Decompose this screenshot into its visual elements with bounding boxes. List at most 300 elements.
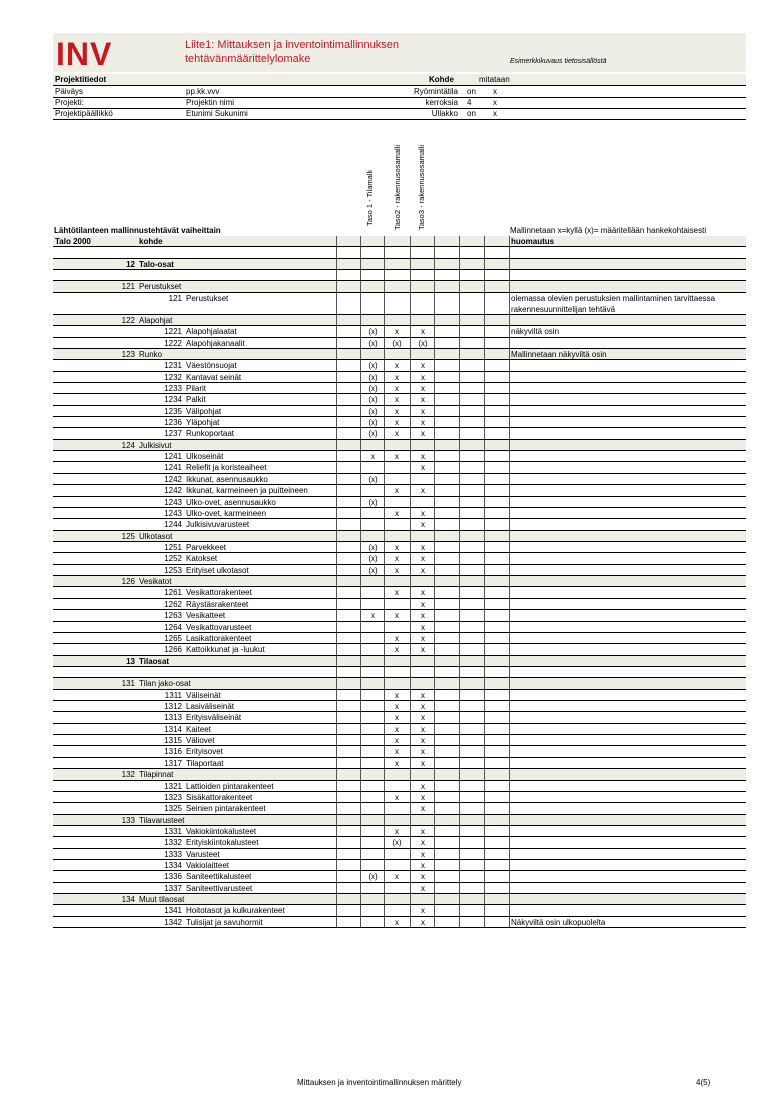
table-row	[53, 428, 746, 439]
section-row	[53, 656, 746, 667]
row-label: Tilaportaat	[186, 758, 224, 768]
mark-taso2: (x)	[392, 838, 402, 848]
row-note: näkyviltä osin	[511, 327, 560, 337]
info-label: Projektipäällikkö	[55, 109, 113, 119]
row-label: Perustukset	[186, 293, 229, 303]
mark-taso3: x	[421, 849, 425, 859]
mark-taso2: x	[395, 872, 399, 882]
row-code: 1234	[164, 395, 182, 405]
info-projektitiedot: Projektitiedot	[55, 75, 107, 84]
row-code: 1253	[164, 565, 182, 575]
table-row	[53, 599, 746, 610]
hdr-huomautus: huomautus	[511, 237, 555, 246]
row-code: 1237	[164, 429, 182, 439]
row-label: Lattioiden pintarakenteet	[186, 781, 274, 791]
row-label: Kattoikkunat ja -luukut	[186, 645, 265, 655]
table-row	[53, 917, 746, 928]
mark-taso3: x	[421, 372, 425, 382]
mark-taso2: x	[395, 645, 399, 655]
row-code: 1222	[164, 338, 182, 348]
section-row	[53, 315, 746, 326]
row-code: 1321	[164, 781, 182, 791]
mark-taso1: (x)	[368, 565, 378, 575]
table-row	[53, 417, 746, 428]
info-row	[53, 86, 746, 98]
mark-taso3: x	[421, 838, 425, 848]
row-label: Alapohjalaatat	[186, 327, 237, 337]
row-label: Julkisivuvarusteet	[186, 520, 250, 530]
mark-taso3: x	[421, 542, 425, 552]
info-mitataan: mitataan	[479, 75, 510, 84]
mark-taso2: (x)	[392, 338, 402, 348]
mark-taso2: x	[395, 406, 399, 416]
row-code: 1263	[164, 611, 182, 621]
row-code: 121	[168, 293, 182, 303]
mark-taso3: x	[421, 463, 425, 473]
row-label: Kaiteet	[186, 724, 211, 734]
header-subnote: Esimerkkikuvaus tietosisällöstä	[510, 58, 607, 65]
table-row	[53, 883, 746, 894]
mark-taso3: x	[421, 599, 425, 609]
mark-taso2: x	[395, 327, 399, 337]
row-code: 1315	[164, 736, 182, 746]
mark-taso2: x	[395, 508, 399, 518]
row-label: Räystäsrakenteet	[186, 599, 249, 609]
row-code: 1235	[164, 406, 182, 416]
info-mid: kerroksia	[425, 98, 458, 108]
row-code: 1264	[164, 622, 182, 632]
row-label: Vesikattovarusteet	[186, 622, 252, 632]
row-code: 12	[126, 259, 135, 269]
table-row	[53, 553, 746, 564]
row-label: Parvekkeet	[186, 542, 227, 552]
section-row	[53, 815, 746, 826]
section-row	[53, 769, 746, 780]
table-row	[53, 690, 746, 701]
mark-taso2: x	[395, 611, 399, 621]
document-title	[185, 38, 399, 66]
mark-taso3: x	[421, 554, 425, 564]
mark-taso3: x	[421, 781, 425, 791]
row-label: Vakiokiintokalusteet	[186, 826, 257, 836]
header-band	[53, 33, 746, 72]
section-row	[53, 281, 746, 292]
row-label: Väliseinät	[186, 690, 221, 700]
row-label: Ulko-ovet, karmeineen	[186, 508, 267, 518]
table-row	[53, 803, 746, 814]
section-row	[53, 894, 746, 905]
row-label: Tilaosat	[139, 656, 170, 666]
mark-taso1: (x)	[368, 872, 378, 882]
mark-taso2: x	[395, 372, 399, 382]
row-label: Alapohjat	[139, 315, 173, 325]
row-code: 1337	[164, 883, 182, 893]
table-row	[53, 519, 746, 530]
row-code: 1312	[164, 702, 182, 712]
table-row	[53, 360, 746, 371]
logo: INV	[56, 36, 113, 72]
mark-taso2: x	[395, 713, 399, 723]
table-row	[53, 338, 746, 349]
row-label: Väliovet	[186, 736, 215, 746]
row-label: Tilavarusteet	[139, 815, 185, 825]
section-row	[53, 576, 746, 587]
blank-row	[53, 247, 746, 258]
table-row	[53, 587, 746, 598]
row-code: 1252	[164, 554, 182, 564]
row-code: 124	[121, 440, 135, 450]
row-label: Ulkoseinät	[186, 452, 224, 462]
row-label: Muut tilaosat	[139, 895, 185, 905]
table-row	[53, 860, 746, 871]
page-number: 4(5)	[696, 1078, 711, 1087]
mark-taso2: x	[395, 917, 399, 927]
mark-taso1: (x)	[368, 327, 378, 337]
row-label: Runko	[139, 349, 163, 359]
row-code: 1325	[164, 804, 182, 814]
row-label: Palkit	[186, 395, 206, 405]
table-row	[53, 746, 746, 757]
row-note: Näkyviltä osin ulkopuolelta	[511, 917, 606, 927]
info-x: x	[493, 109, 497, 119]
mark-taso2: x	[395, 758, 399, 768]
row-code: 122	[121, 315, 135, 325]
mark-taso2: x	[395, 702, 399, 712]
table-row	[53, 326, 746, 337]
mark-taso2: x	[395, 588, 399, 598]
row-label: Vesikatot	[139, 577, 172, 587]
mark-taso2: x	[395, 486, 399, 496]
table-row	[53, 451, 746, 462]
row-label: Seinien pintarakenteet	[186, 804, 266, 814]
row-code: 1323	[164, 792, 182, 802]
table-row	[53, 474, 746, 485]
row-code: 1262	[164, 599, 182, 609]
table-row	[53, 758, 746, 769]
row-code: 131	[121, 679, 135, 689]
mark-taso2: x	[395, 452, 399, 462]
row-note: Mallinnetaan näkyviltä osin	[511, 349, 607, 359]
row-code: 1251	[164, 542, 182, 552]
row-label: Erityiset ulkotasot	[186, 565, 249, 575]
mark-taso3: x	[421, 883, 425, 893]
info-on: 4	[467, 98, 472, 108]
mark-taso3: x	[421, 327, 425, 337]
mark-taso3: x	[421, 917, 425, 927]
mark-taso3: x	[421, 906, 425, 916]
table-row	[53, 837, 746, 848]
table-row	[53, 406, 746, 417]
info-kohde: Kohde	[429, 75, 454, 84]
row-code: 1314	[164, 724, 182, 734]
mark-taso2: x	[395, 383, 399, 393]
table-row	[53, 871, 746, 882]
table-row	[53, 622, 746, 633]
row-code: 1336	[164, 872, 182, 882]
row-label: Lasiväliseinät	[186, 702, 235, 712]
info-value: Projektin nimi	[186, 98, 235, 108]
section-row	[53, 349, 746, 360]
mark-taso3: x	[421, 861, 425, 871]
mark-taso1: (x)	[368, 361, 378, 371]
blank-row	[53, 270, 746, 281]
mark-taso1: (x)	[368, 383, 378, 393]
row-label: Vakiolaitteet	[186, 861, 229, 871]
section-row	[53, 259, 746, 270]
mark-taso3: x	[421, 702, 425, 712]
row-code: 125	[121, 531, 135, 541]
info-mid: Ullakko	[431, 109, 458, 119]
row-label: Runkoportaat	[186, 429, 235, 439]
title-line1: Liite1: Mittauksen ja inventointimallinnuksen	[185, 39, 400, 51]
row-code: 1243	[164, 508, 182, 518]
mark-taso3: (x)	[418, 338, 428, 348]
row-label: Julkisivut	[139, 440, 172, 450]
table-row	[53, 610, 746, 621]
footer-text: Mittauksen ja inventointimallinnuksen märittely	[297, 1078, 462, 1087]
mark-taso3: x	[421, 747, 425, 757]
row-label: Pilarit	[186, 383, 207, 393]
row-code: 1311	[164, 690, 182, 700]
mark-taso3: x	[421, 826, 425, 836]
mark-taso2: x	[395, 826, 399, 836]
row-label: Saniteettivarusteet	[186, 883, 253, 893]
mark-taso3: x	[421, 452, 425, 462]
info-mid: Ryömintätila	[413, 87, 458, 96]
table-row	[53, 462, 746, 473]
hdr-kohde: kohde	[139, 237, 163, 246]
task-table	[53, 236, 746, 928]
row-code: 1265	[164, 633, 182, 643]
row-label: Tulisijat ja savuhormit	[186, 917, 263, 927]
row-code: 133	[121, 815, 135, 825]
table-row	[53, 372, 746, 383]
col-taso2-label: Taso2 - rakennusosamalli	[393, 144, 402, 230]
mark-taso2: x	[395, 792, 399, 802]
row-label: Ulkotasot	[139, 531, 173, 541]
mark-taso3: x	[421, 418, 425, 428]
mark-taso3: x	[421, 713, 425, 723]
info-row	[53, 108, 746, 120]
title-line2: tehtävänmäärittelylomake	[185, 53, 311, 65]
section-row	[53, 531, 746, 542]
mark-taso1: (x)	[368, 497, 378, 507]
table-lead: Lähtötilanteen mallinnustehtävät vaiheittain	[54, 226, 221, 235]
info-label: Projekti:	[55, 98, 84, 108]
row-label: Ikkunat, asennusaukko	[186, 474, 268, 484]
mark-taso3: x	[421, 361, 425, 371]
mark-taso3: x	[421, 508, 425, 518]
mark-taso2: x	[395, 542, 399, 552]
mark-taso1: x	[371, 611, 375, 621]
row-label: Perustukset	[139, 282, 182, 292]
mark-taso1: (x)	[368, 554, 378, 564]
row-code: 132	[121, 770, 135, 780]
mark-taso3: x	[421, 611, 425, 621]
table-row	[53, 383, 746, 394]
row-code: 126	[121, 577, 135, 587]
row-code: 1221	[164, 327, 182, 337]
mark-taso3: x	[421, 804, 425, 814]
row-code: 121	[121, 282, 135, 292]
info-on: on	[467, 109, 476, 119]
table-row	[53, 485, 746, 496]
mark-taso3: x	[421, 724, 425, 734]
row-code: 1241	[164, 463, 182, 473]
table-row	[53, 905, 746, 916]
mark-taso3: x	[421, 588, 425, 598]
row-code: 1332	[164, 838, 182, 848]
mark-taso3: x	[421, 690, 425, 700]
mark-taso2: x	[395, 747, 399, 757]
col-taso3-label: Taso3 - rakennusosamalli	[417, 144, 426, 230]
info-value: Etunimi Sukunimi	[186, 109, 248, 119]
row-label: Vesikattorakenteet	[186, 588, 252, 598]
row-code: 1333	[164, 849, 182, 859]
info-label: Päiväys	[55, 87, 84, 96]
row-label: Väestönsuojat	[186, 361, 237, 371]
mark-taso1: (x)	[368, 338, 378, 348]
row-code: 134	[121, 895, 135, 905]
table-header-row	[53, 236, 746, 247]
mark-taso3: x	[421, 633, 425, 643]
table-row	[53, 724, 746, 735]
table-row	[53, 293, 746, 315]
table-row	[53, 644, 746, 655]
row-label: Varusteet	[186, 849, 220, 859]
row-label: Talo-osat	[139, 259, 174, 269]
table-row	[53, 394, 746, 405]
row-code: 1243	[164, 497, 182, 507]
row-label: Tilapinnat	[139, 770, 174, 780]
row-label: Tilan jako-osat	[139, 679, 191, 689]
mark-taso2: x	[395, 690, 399, 700]
table-row	[53, 497, 746, 508]
table-row	[53, 508, 746, 519]
section-row	[53, 440, 746, 451]
row-label: Katokset	[186, 554, 218, 564]
row-code: 1261	[164, 588, 182, 598]
row-code: 1317	[164, 758, 182, 768]
row-note: olemassa olevien perustuksien mallintaminen tarvittaessa rakennesuunnittelijan tehtävä	[511, 293, 716, 314]
row-code: 1242	[164, 486, 182, 496]
row-label: Yläpohjat	[186, 418, 220, 428]
row-code: 1266	[164, 645, 182, 655]
hdr-talo: Talo 2000	[55, 237, 91, 246]
mark-taso1: (x)	[368, 395, 378, 405]
mark-taso3: x	[421, 395, 425, 405]
row-code: 1231	[164, 361, 182, 371]
row-code: 1313	[164, 713, 182, 723]
mark-taso3: x	[421, 383, 425, 393]
mark-taso3: x	[421, 520, 425, 530]
row-code: 1242	[164, 474, 182, 484]
info-on: on	[467, 87, 476, 96]
col-taso1-label: Taso 1 - Tilamalli	[365, 170, 374, 226]
row-code: 123	[121, 349, 135, 359]
mark-taso1: (x)	[368, 406, 378, 416]
mark-taso3: x	[421, 565, 425, 575]
row-code: 1331	[164, 826, 182, 836]
info-x: x	[493, 87, 497, 96]
row-label: Ikkunat, karmeineen ja puitteineen	[186, 486, 308, 496]
table-row	[53, 849, 746, 860]
row-label: Alapohjakanaalit	[186, 338, 245, 348]
row-code: 13	[126, 656, 135, 666]
mark-taso1: (x)	[368, 418, 378, 428]
info-value: pp.kk.vvv	[186, 87, 220, 96]
table-row	[53, 542, 746, 553]
row-label: Ulko-ovet, asennusaukko	[186, 497, 276, 507]
table-row	[53, 701, 746, 712]
row-code: 1244	[164, 520, 182, 530]
row-label: Reliefit ja koristeaiheet	[186, 463, 267, 473]
mark-taso3: x	[421, 645, 425, 655]
row-label: Sisäkattorakenteet	[186, 792, 253, 802]
mark-taso3: x	[421, 736, 425, 746]
mark-taso2: x	[395, 633, 399, 643]
mark-taso2: x	[395, 554, 399, 564]
mark-taso3: x	[421, 792, 425, 802]
mark-taso2: x	[395, 736, 399, 746]
row-code: 1334	[164, 861, 182, 871]
table-row	[53, 781, 746, 792]
mark-taso3: x	[421, 429, 425, 439]
mark-taso2: x	[395, 565, 399, 575]
table-row	[53, 735, 746, 746]
mark-taso2: x	[395, 395, 399, 405]
row-label: Erityisovet	[186, 747, 223, 757]
table-body	[53, 247, 746, 928]
row-label: Erityiskiintokalusteet	[186, 838, 259, 848]
table-row	[53, 826, 746, 837]
info-header-row	[53, 74, 746, 86]
mark-taso2: x	[395, 361, 399, 371]
blank-row	[53, 667, 746, 678]
info-row	[53, 97, 746, 109]
mark-taso1: (x)	[368, 429, 378, 439]
mark-taso3: x	[421, 758, 425, 768]
row-label: Välipohjat	[186, 406, 222, 416]
row-code: 1241	[164, 452, 182, 462]
table-row	[53, 565, 746, 576]
table-legend: Mallinnetaan x=kyllä (x)= määritellään hankekohtaisesti	[510, 226, 707, 235]
mark-taso1: x	[371, 452, 375, 462]
section-row	[53, 678, 746, 689]
mark-taso1: (x)	[368, 474, 378, 484]
mark-taso2: x	[395, 724, 399, 734]
row-code: 1236	[164, 418, 182, 428]
mark-taso2: x	[395, 418, 399, 428]
row-label: Erityisväliseinät	[186, 713, 242, 723]
row-code: 1316	[164, 747, 182, 757]
row-label: Saniteettikalusteet	[186, 872, 252, 882]
mark-taso1: (x)	[368, 372, 378, 382]
table-row	[53, 792, 746, 803]
row-code: 1342	[164, 917, 182, 927]
mark-taso2: x	[395, 429, 399, 439]
mark-taso3: x	[421, 486, 425, 496]
row-code: 1233	[164, 383, 182, 393]
row-code: 1341	[164, 906, 182, 916]
row-label: Kantavat seinät	[186, 372, 242, 382]
mark-taso3: x	[421, 622, 425, 632]
row-code: 1232	[164, 372, 182, 382]
table-row	[53, 633, 746, 644]
mark-taso3: x	[421, 406, 425, 416]
row-label: Hoitotasot ja kulkurakenteet	[186, 906, 285, 916]
table-row	[53, 712, 746, 723]
